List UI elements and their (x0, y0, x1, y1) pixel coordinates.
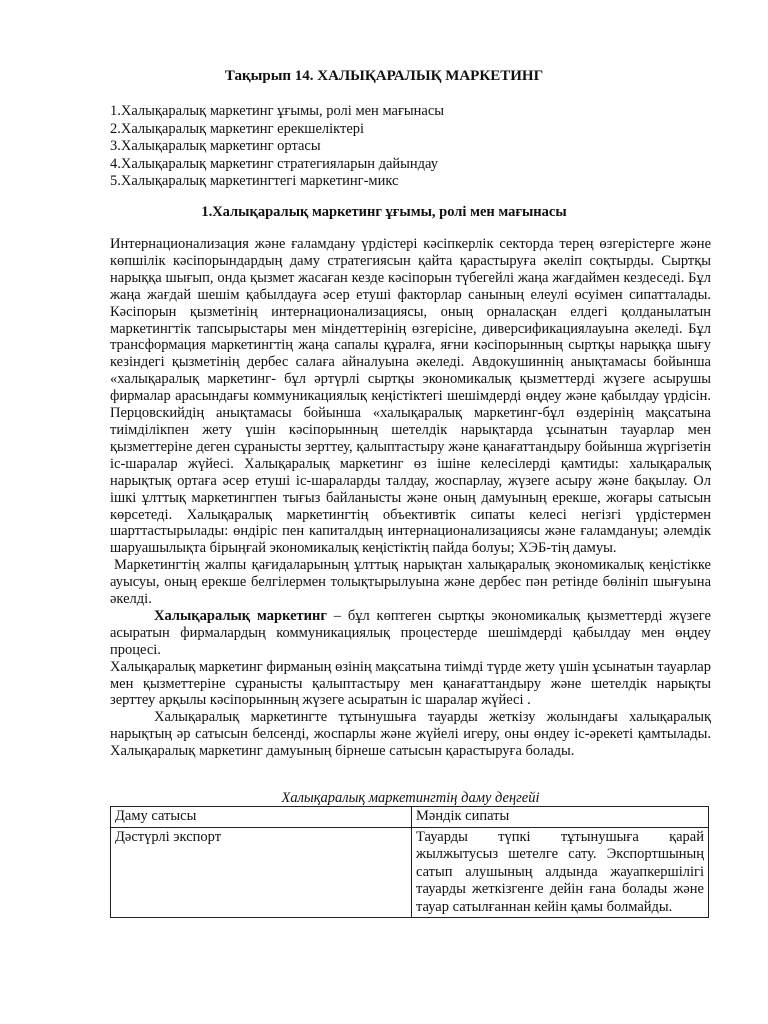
development-stages-table (110, 806, 709, 918)
column-header-description: Мәндік сипаты (412, 807, 709, 828)
paragraph: Халықаралық маркетингте тұтынушыға тауарды жеткізу жолындағы халықаралық нарықтың әр сатысын белсенді, жоспарлы және жүйелі игеру, оны өндеу іс-әрекеті қамтылады. Халықаралық маркетинг дамуының бірнеше сатысын қарастыруға болады. (110, 709, 711, 760)
toc-item: 5.Халықаралық маркетингтегі маркетинг-микс (110, 173, 399, 190)
paragraph-definition (110, 608, 711, 659)
toc-item: 1.Халықаралық маркетинг ұғымы, ролі мен мағынасы (110, 103, 445, 119)
toc-item: 3.Халықаралық маркетинг ортасы (110, 138, 321, 155)
toc-item: 2.Халықаралық маркетинг ерекшеліктері (110, 120, 365, 137)
column-header-stage: Даму сатысы (111, 807, 412, 828)
table-caption: Халықаралық маркетингтің даму деңгейі (281, 790, 540, 806)
definition-term: Халықаралық маркетинг (154, 607, 327, 624)
section-title: 1.Халықаралық маркетинг ұғымы, ролі мен мағынасы (201, 204, 567, 220)
topic-title: Тақырып 14. ХАЛЫҚАРАЛЫҚ МАРКЕТИНГ (224, 68, 544, 84)
toc-item: 4.Халықаралық маркетинг стратегияларын дайындау (110, 155, 438, 172)
table-row (111, 827, 709, 918)
stage-cell: Дәстүрлі экспорт (111, 827, 412, 918)
table-header-row (111, 807, 709, 828)
body-text (110, 236, 711, 760)
paragraph: Маркетингтің жалпы қағидаларының ұлттық нарықтан халықаралық экономикалық кеңістікке ауысуы, оның ерекше белгілермен толықтырылуына және дербес пән ретінде бөлініп шығуына әкелді. (110, 557, 711, 608)
definition-text: – бұл көптеген сыртқы экономикалық қызметтерді жүзеге асыратын фирмалардың коммуникациялық процестерде шешімдерді қабылдау мен өңдеу процесі. (110, 607, 711, 658)
table-of-contents (110, 103, 710, 191)
description-cell: Тауарды түпкі тұтынушыға қарай жылжытусыз шетелге сату. Экспортшының сатып алушының алдында жауапкершілігі тауарды жеткізгенге дейін ғана болады және тауар сатылғаннан кейін қамы болмайды. (412, 827, 709, 918)
paragraph: Интернационализация және ғаламдану үрдістері кәсіпкерлік секторда терең өзгерістерге және көпшілік кәсіпорындардың даму стратегиясын қайта қарастыруға әкеліп соқтырды. Сыртқы нарыққа шығып, онда қызмет жасаған кезде кәсіпорын түбегейлі жаңа жағдаймен кездеседі. Бұл жаңа жағдай шешім қабылдауға әсер етуші факторлар санының елеулі өсуімен сипатталады. Кәсіпорын қызметінің интернационализациясы, оның орналасқан елдегі қолданылатын маркетингтік тапсырыстары мен міндеттерінің өзгерісіне, диверсификациялауына әкеледі. Бұл трансформация маркетингтің жаңа сапалы құралға, яғни кәсіпорынның сыртқы нарыққа шығу кезіндегі қызметінің дербес салаға айналуына әкеледі. Авдокушиннің анықтамасы бойынша «халықаралық маркетинг- бұл әртүрлі сыртқы экономикалық қызметтерді жүзеге асырушы фирмалар арасындағы коммуникациялық кеңістіктегі шешімдерді өңдеу және қабылдау үрдісін. Перцовскийдің анықтамасы бойынша «халықаралық маркетинг-бұл өздерінің мақсатына тиімдiлiкпен жету үшін кәсіпорынның шетелдік нарықтарда ұсынатын тауарлар мен қызметтеріне деген сұранысты зерттеу, қалыптастыру және қанағаттандыру бойынша жүргізетін іс-шаралар жүйесі. Халықаралық маркетинг өз ішіне келесілерді қамтиды: халықаралық нарықтық ортаға әсер етуші іс-шараларды талдау, жоспарлау, жүзеге асыру және бақылау. Ол ішкі ұлттық маркетингпен тығыз байланысты және оның дамуының ерекше, жоғары сатысын көрсетеді. Халықаралық маркетингтің объективтік сипаты келесі негізгі үрдістермен шарттастырылады: өндіріс пен капиталдың интернационализациясы және ғаламдануы; әлемдік шаруашылықта бірыңғай экономикалық кеңістіктің пайда болуы; ХЭБ-тің дамуы. (110, 236, 711, 557)
paragraph: Халықаралық маркетинг фирманың өзінің мақсатына тиімді түрде жету үшін ұсынатын тауарлар мен қызметтеріне сұранысты қалыптастыру мен қанағаттандыру және шетелдік нарықты зерттеу арқылы кәсіпорынның жүзеге асыратын іс шаралар жүйесі . (110, 658, 711, 709)
